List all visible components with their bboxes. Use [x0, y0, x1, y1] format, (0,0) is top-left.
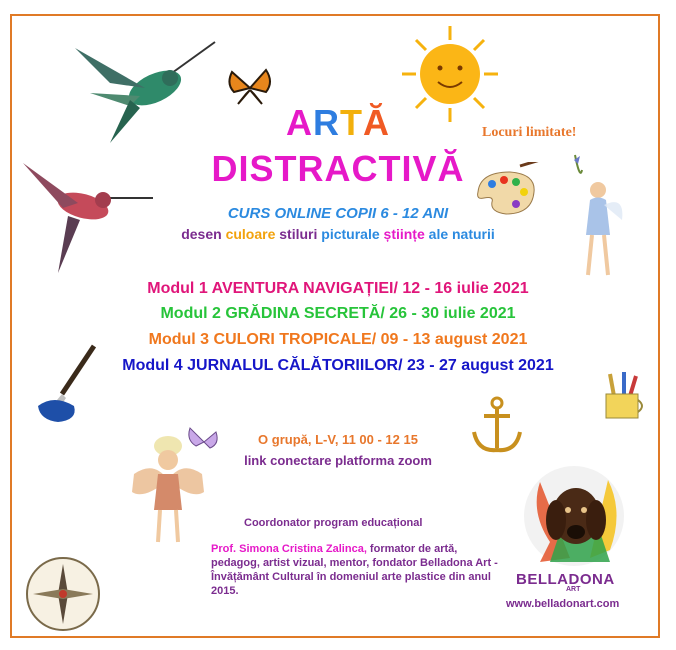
brand-sub: ART	[566, 586, 581, 593]
dog-logo-icon	[520, 462, 628, 570]
zoom-link[interactable]: link conectare platforma zoom	[244, 453, 432, 468]
topic-word: stiluri	[279, 226, 318, 242]
topic-word: desen	[181, 226, 222, 242]
topic-word: picturale	[321, 226, 380, 242]
schedule-text: O grupă, L-V, 11 00 - 12 15	[258, 432, 418, 447]
title-letter: Ă	[363, 102, 390, 143]
coordinator-bio	[211, 542, 501, 598]
topic-word: culoare	[225, 226, 276, 242]
module-1: Modul 1 AVENTURA NAVIGAȚIEI/ 12 - 16 iulie 2021	[147, 280, 529, 297]
course-subtitle: CURS ONLINE COPII 6 - 12 ANI	[227, 205, 449, 222]
coordinator-name: Prof. Simona Cristina Zalinca,	[211, 543, 367, 555]
module-4: Modul 4 JURNALUL CĂLĂTORIILOR/ 23 - 27 august 2021	[122, 357, 554, 374]
title-letter: R	[313, 102, 340, 143]
title-line-2: DISTRACTIVĂ	[211, 148, 465, 189]
coordinator-heading: Coordonator program educațional	[244, 517, 423, 529]
course-topics	[0, 226, 676, 242]
compass-icon	[22, 554, 104, 634]
fairy-icon	[124, 430, 214, 550]
title-letter: A	[286, 102, 313, 143]
brand-name: BELLADONA	[516, 571, 615, 588]
website-link[interactable]: www.belladonart.com	[506, 598, 620, 610]
coordinator-description: formator de artă, pedagog, artist vizual, mentor, fondator Belladona Art - Învățământ Cultural în domeniul arte plastice din anul 2015.	[211, 543, 498, 597]
pencil-cup-icon	[598, 372, 646, 422]
title-letter: T	[340, 102, 363, 143]
topic-word: științe	[383, 226, 425, 242]
module-2: Modul 2 GRĂDINA SECRETĂ/ 26 - 30 iulie 2021	[160, 305, 516, 322]
anchor-icon	[470, 396, 524, 456]
topic-word: ale naturii	[428, 226, 495, 242]
paintbrush-icon	[34, 344, 102, 424]
module-3: Modul 3 CULORI TROPICALE/ 09 - 13 august 2021	[148, 331, 528, 348]
limited-seats-badge: Locuri limitate!	[482, 125, 577, 140]
